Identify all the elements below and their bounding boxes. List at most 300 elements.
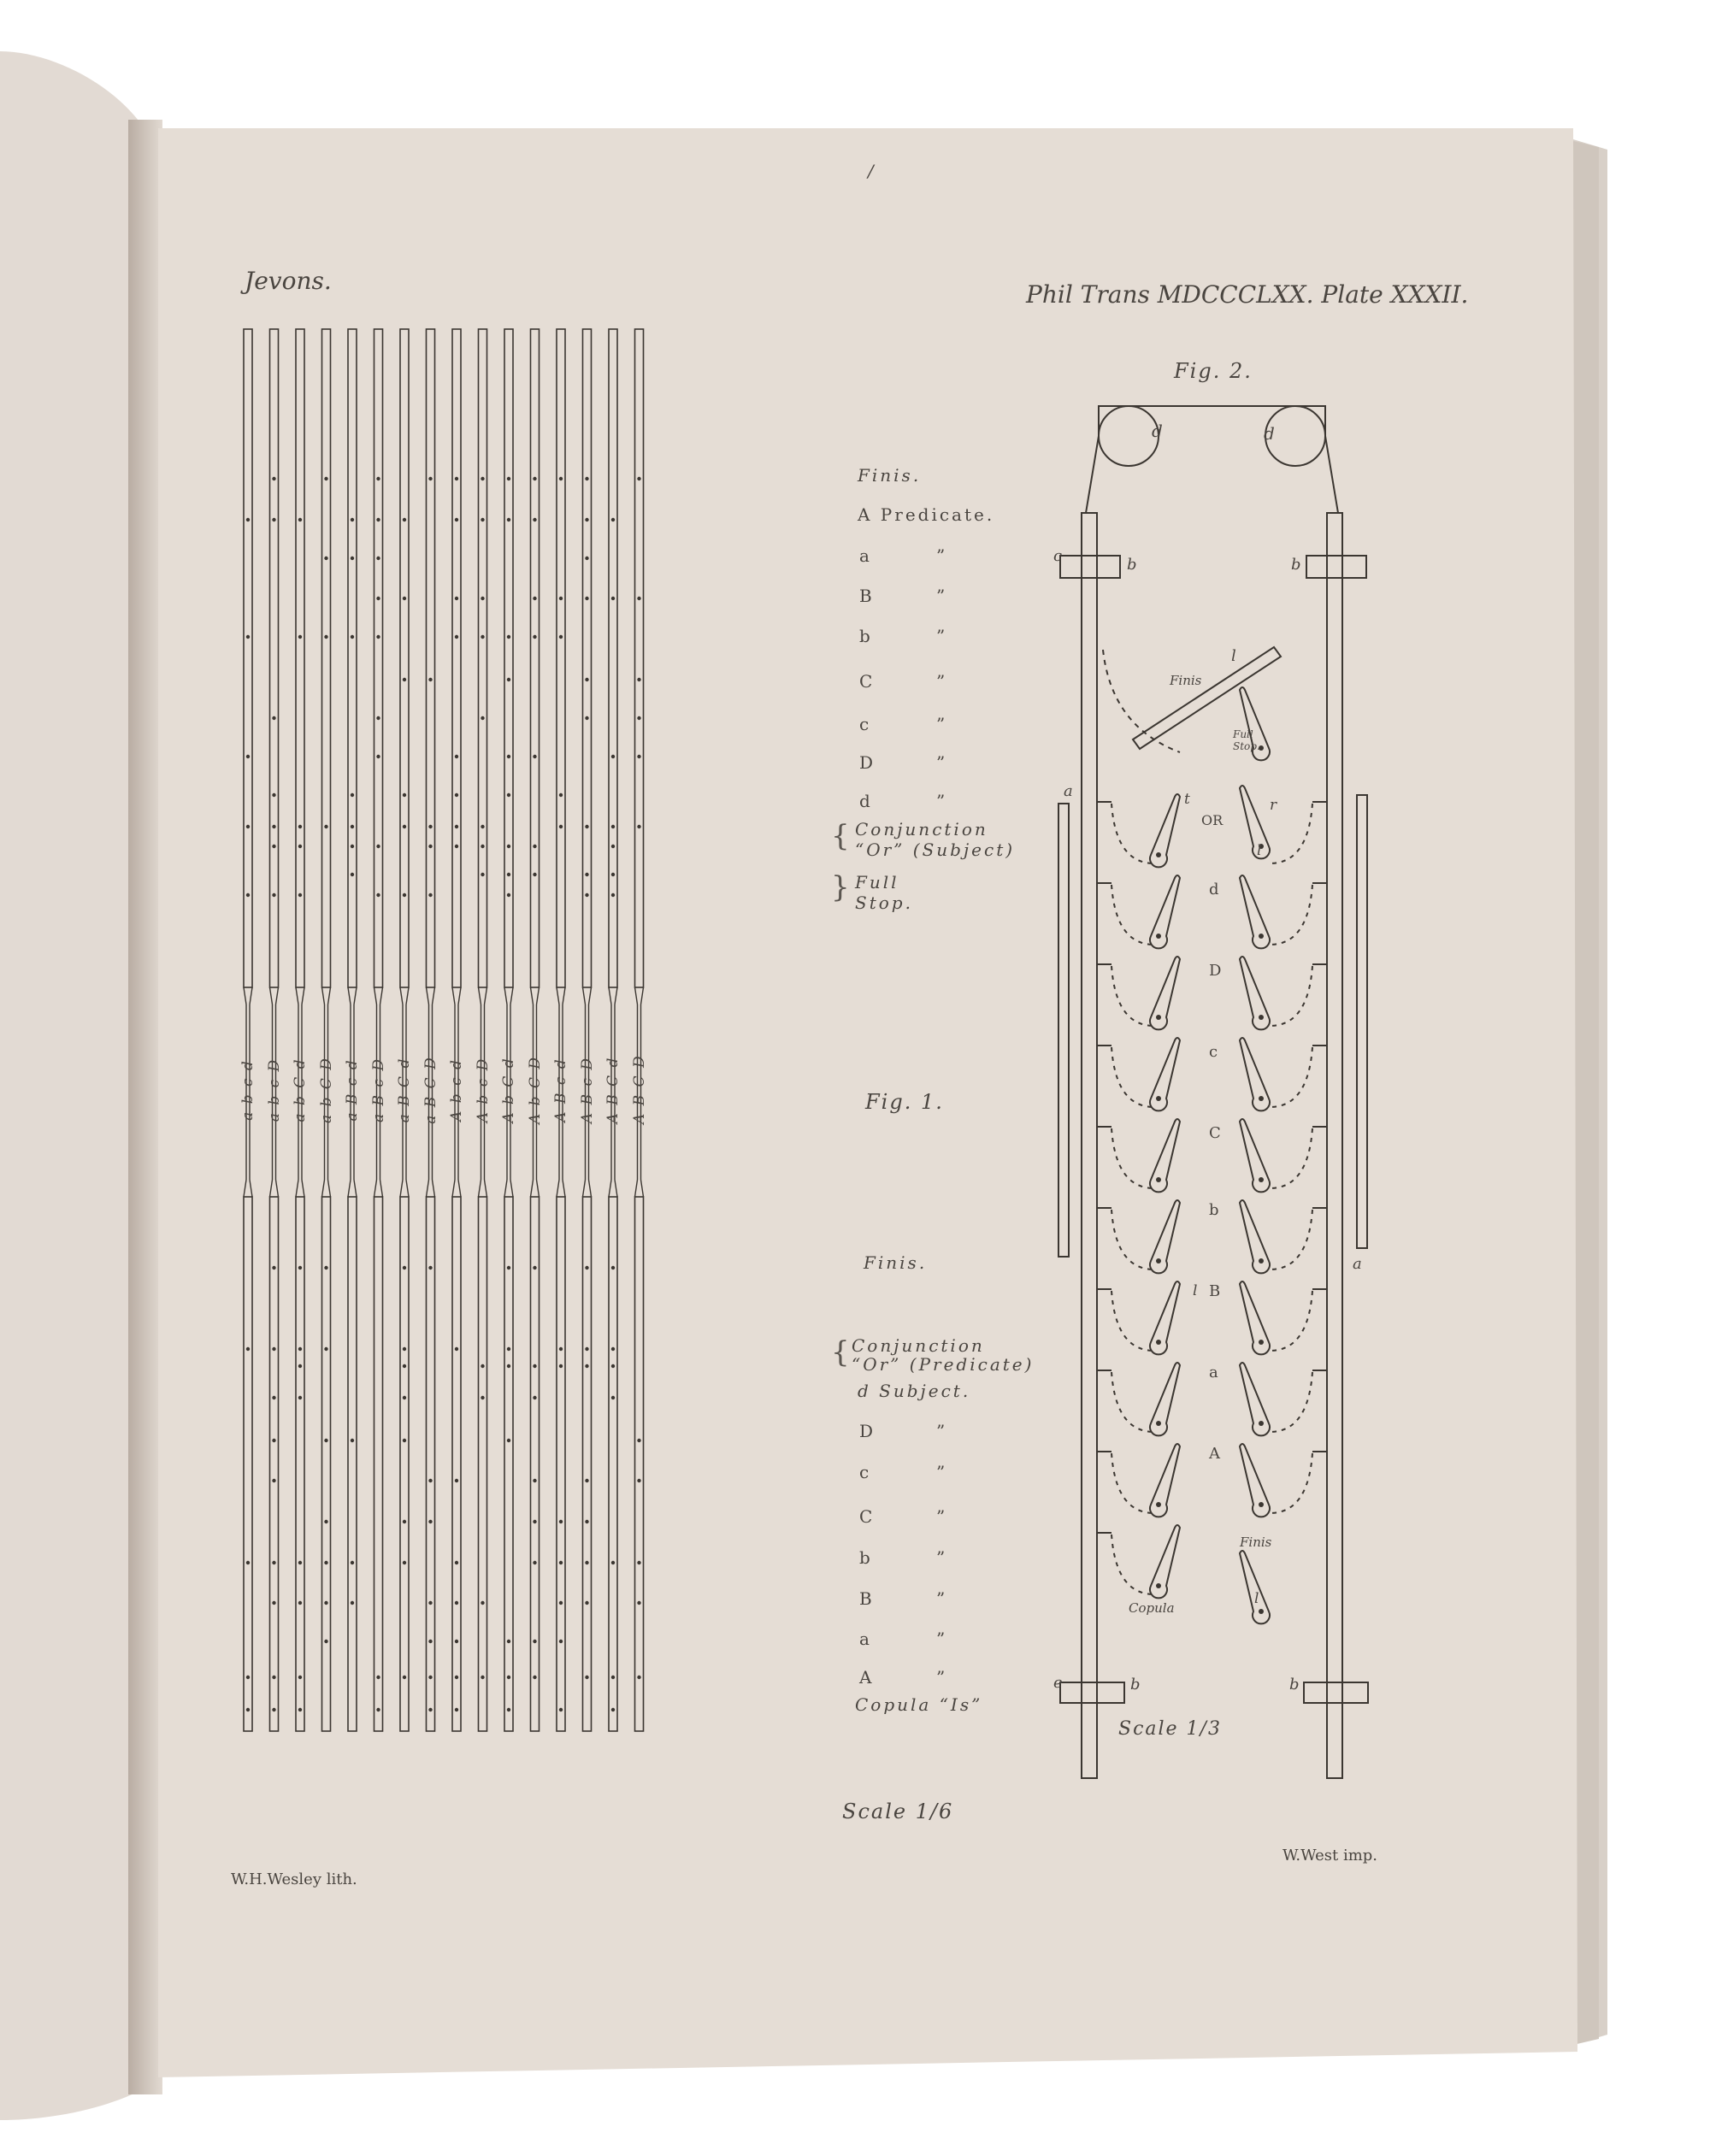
fig1-row-label: B (859, 1588, 872, 1609)
pin-hole (481, 1364, 484, 1368)
pin-hole (637, 1676, 640, 1679)
pin-hole (428, 477, 432, 480)
pin-hole (533, 597, 536, 600)
pin-hole (324, 1347, 327, 1351)
lever-label-l-finis: l (1231, 647, 1236, 665)
ditto-mark: ” (936, 1547, 946, 1568)
ditto-mark: ” (936, 791, 946, 811)
pin-hole (376, 845, 380, 848)
pin-hole (246, 1561, 250, 1564)
pin-hole (533, 1520, 536, 1523)
ditto-mark: ” (936, 626, 946, 646)
pin-hole (611, 845, 615, 848)
pin-hole (428, 1601, 432, 1605)
pin-hole (298, 1364, 302, 1368)
rod-label: a B C d (396, 1057, 413, 1123)
fig2-row-letter: C (1209, 1124, 1221, 1142)
fig1-row-label: b (859, 626, 870, 646)
fig1-row-label: b (859, 1547, 870, 1568)
pin-hole (298, 1601, 302, 1605)
pin-hole (611, 518, 615, 521)
pin-hole (246, 1347, 250, 1351)
pin-hole (637, 1561, 640, 1564)
footer-lithographer: W.H.Wesley lith. (231, 1870, 357, 1888)
ditto-mark: ” (936, 714, 946, 734)
pin-hole (403, 678, 406, 681)
pin-hole (298, 1347, 302, 1351)
pin-hole (611, 1364, 615, 1368)
block-label-b-bottom-left: b (1130, 1676, 1141, 1694)
pin-hole (376, 893, 380, 897)
pin-hole (533, 477, 536, 480)
pin-hole (507, 1364, 510, 1368)
pin-hole (559, 635, 563, 639)
lever-label-l-b: l (1193, 1282, 1198, 1299)
pin-hole (351, 1561, 354, 1564)
pin-hole (351, 825, 354, 828)
pin-hole (533, 518, 536, 521)
pin-hole (455, 518, 458, 521)
pin-hole (428, 678, 432, 681)
pin-hole (507, 893, 510, 897)
pin-hole (507, 1676, 510, 1679)
pin-hole (324, 1439, 327, 1442)
side-bar-label-a-left: a (1064, 782, 1073, 800)
pin-hole (351, 557, 354, 560)
fig1-label-d-subject: d Subject. (858, 1381, 971, 1401)
pin-hole (428, 1520, 432, 1523)
pin-hole (376, 518, 380, 521)
pin-hole (611, 873, 615, 876)
pulley-label-right: d (1264, 423, 1275, 444)
pin-hole (272, 1601, 275, 1605)
pin-hole (533, 1676, 536, 1679)
pin-hole (324, 1601, 327, 1605)
fig2-finis-bottom: Finis (1240, 1535, 1272, 1550)
block-label-b-right: b (1291, 556, 1301, 574)
pin-hole (272, 1561, 275, 1564)
pin-hole (351, 873, 354, 876)
pin-hole (428, 893, 432, 897)
pin-hole (246, 893, 250, 897)
block-label-b-bottom-right: b (1289, 1676, 1300, 1694)
pin-hole (559, 825, 563, 828)
pin-hole (351, 635, 354, 639)
fig2-row-letter: b (1209, 1201, 1219, 1219)
pin-hole (272, 1347, 275, 1351)
ditto-mark: ” (936, 1588, 946, 1609)
pin-hole (611, 1347, 615, 1351)
pin-hole (533, 873, 536, 876)
pin-hole (559, 597, 563, 600)
pin-hole (376, 1708, 380, 1711)
pin-hole (611, 1396, 615, 1399)
pin-hole (428, 1479, 432, 1482)
pin-hole (403, 518, 406, 521)
fig1-row-label: C (859, 671, 873, 692)
pin-hole (324, 1561, 327, 1564)
pin-hole (481, 597, 484, 600)
ditto-mark: ” (936, 586, 946, 606)
pin-hole (585, 1479, 588, 1482)
pin-hole (351, 1439, 354, 1442)
pin-hole (376, 635, 380, 639)
rod-label: A b C D (526, 1055, 544, 1124)
pin-hole (403, 597, 406, 600)
pin-hole (403, 793, 406, 797)
pin-hole (324, 1266, 327, 1269)
pin-hole (507, 678, 510, 681)
pin-hole (611, 1676, 615, 1679)
full-stop-2: Stop. (855, 892, 913, 913)
pin-hole (507, 873, 510, 876)
pin-hole (455, 597, 458, 600)
pin-hole (455, 635, 458, 639)
gutter-shadow (128, 120, 162, 2094)
pin-hole (559, 1561, 563, 1564)
pin-hole (637, 716, 640, 720)
fig1-row-label: D (859, 1421, 874, 1441)
pin-hole (455, 1708, 458, 1711)
pin-hole (403, 1396, 406, 1399)
pin-hole (298, 845, 302, 848)
fig2-row-letter: A (1209, 1445, 1220, 1463)
pin-hole (324, 557, 327, 560)
pin-hole (481, 477, 484, 480)
lever-label-l-bottom: l (1254, 1590, 1259, 1607)
pin-hole (428, 1708, 432, 1711)
fig1-bottom-finis: Finis. (864, 1252, 928, 1273)
lever-label-l-right: l (1257, 842, 1262, 859)
fig2-full-stop-1: Full (1233, 728, 1253, 740)
pin-hole (585, 1561, 588, 1564)
pin-hole (298, 1676, 302, 1679)
pin-hole (272, 1676, 275, 1679)
rod-label: A B C d (604, 1056, 622, 1124)
pin-hole (585, 873, 588, 876)
pin-hole (611, 1266, 615, 1269)
pin-hole (298, 825, 302, 828)
pin-hole (324, 1520, 327, 1523)
pin-hole (376, 1676, 380, 1679)
conjunction-predicate-2: “Or” (Predicate) (852, 1354, 1035, 1375)
header-plate: Phil Trans MDCCCLXX. Plate XXXII. (1026, 280, 1469, 309)
pin-hole (428, 1640, 432, 1643)
fig1-row-label: a (859, 545, 870, 566)
pin-hole (272, 518, 275, 521)
pin-hole (637, 1479, 640, 1482)
pin-hole (376, 477, 380, 480)
pin-hole (637, 1601, 640, 1605)
fig1-copula: Copula “Is” (855, 1694, 983, 1715)
pin-hole (637, 1439, 640, 1442)
pin-hole (272, 793, 275, 797)
fig1-row-label: C (859, 1506, 873, 1527)
pin-hole (533, 1266, 536, 1269)
pin-hole (559, 1364, 563, 1368)
pin-hole (376, 557, 380, 560)
conjunction-subject-1: Conjunction (855, 819, 988, 839)
pin-hole (298, 1266, 302, 1269)
left-page (0, 51, 150, 2120)
pin-hole (272, 893, 275, 897)
fig2-scale: Scale 1/3 (1118, 1718, 1222, 1740)
pin-hole (403, 1266, 406, 1269)
pin-hole (585, 1347, 588, 1351)
pin-hole (507, 1640, 510, 1643)
pin-hole (351, 845, 354, 848)
pin-hole (246, 1676, 250, 1679)
pin-hole (507, 1708, 510, 1711)
rod-label: a b C D (317, 1057, 335, 1123)
pin-hole (533, 1396, 536, 1399)
pin-hole (455, 845, 458, 848)
pin-hole (585, 1520, 588, 1523)
ditto-mark: ” (936, 1462, 946, 1482)
pin-hole (559, 1520, 563, 1523)
pin-hole (507, 635, 510, 639)
fig1-row-label: D (859, 752, 874, 773)
rod-label: A b C d (500, 1057, 517, 1123)
pin-hole (351, 793, 354, 797)
fig1-row-label: c (859, 714, 870, 734)
ditto-mark: ” (936, 545, 946, 566)
fig1-label-a-predicate: A Predicate. (858, 504, 995, 525)
ditto-mark: ” (936, 752, 946, 773)
fig2-row-letter: B (1209, 1282, 1221, 1300)
pin-hole (428, 825, 432, 828)
pin-hole (533, 845, 536, 848)
pin-hole (637, 678, 640, 681)
rod-label: a B c d (344, 1058, 361, 1122)
pin-hole (403, 1364, 406, 1368)
pin-hole (455, 477, 458, 480)
fig2-copula: Copula (1129, 1600, 1175, 1616)
pin-hole (481, 1396, 484, 1399)
pin-hole (403, 1676, 406, 1679)
pin-hole (428, 1676, 432, 1679)
pin-hole (455, 1347, 458, 1351)
pin-hole (533, 1561, 536, 1564)
pin-hole (324, 635, 327, 639)
pin-hole (585, 678, 588, 681)
pin-hole (298, 893, 302, 897)
pin-hole (533, 1479, 536, 1482)
pin-hole (298, 1561, 302, 1564)
rod-label: A b c D (474, 1057, 492, 1123)
stray-mark: / (868, 161, 874, 181)
pin-hole (351, 1601, 354, 1605)
fig1-scale: Scale 1/6 (842, 1800, 954, 1823)
pin-hole (611, 825, 615, 828)
fig1-label-finis: Finis. (858, 465, 922, 486)
pin-hole (272, 1266, 275, 1269)
pin-hole (272, 1708, 275, 1711)
header-author: Jevons. (245, 267, 332, 295)
pin-hole (585, 893, 588, 897)
ditto-mark: ” (936, 671, 946, 692)
pin-hole (559, 1347, 563, 1351)
pin-hole (533, 755, 536, 758)
pin-hole (272, 477, 275, 480)
ditto-mark: ” (936, 1421, 946, 1441)
pin-hole (455, 793, 458, 797)
fig2-row-letter: D (1209, 962, 1222, 980)
pin-hole (246, 635, 250, 639)
pin-hole (637, 825, 640, 828)
pin-hole (585, 477, 588, 480)
fig2-row-letter: d (1209, 881, 1219, 898)
pin-hole (376, 597, 380, 600)
rod-label: a b c D (265, 1057, 283, 1122)
pin-hole (272, 1439, 275, 1442)
pin-hole (637, 477, 640, 480)
pin-hole (324, 825, 327, 828)
pulley-label-left: d (1152, 421, 1163, 441)
pin-hole (585, 716, 588, 720)
pin-hole (507, 477, 510, 480)
pin-hole (403, 825, 406, 828)
fig1-row-label: a (859, 1629, 870, 1649)
pin-hole (507, 845, 510, 848)
pin-hole (611, 1561, 615, 1564)
pin-hole (637, 755, 640, 758)
fig1-row-label: A (859, 1667, 872, 1688)
pin-hole (298, 1396, 302, 1399)
pin-hole (246, 1708, 250, 1711)
pin-hole (403, 1561, 406, 1564)
side-bar-label-a-right: a (1353, 1255, 1362, 1273)
pin-hole (507, 755, 510, 758)
bracket-predicate: { (831, 1335, 850, 1370)
pin-hole (533, 1640, 536, 1643)
pin-hole (481, 518, 484, 521)
pin-hole (272, 1479, 275, 1482)
pin-hole (585, 1266, 588, 1269)
pin-hole (611, 597, 615, 600)
pin-hole (272, 825, 275, 828)
conjunction-predicate-1: Conjunction (852, 1335, 985, 1356)
pin-hole (455, 1676, 458, 1679)
rod-label: A B c d (552, 1057, 569, 1122)
fig1-row-label: c (859, 1462, 870, 1482)
pin-hole (298, 518, 302, 521)
pin-hole (298, 1708, 302, 1711)
rod-label: a b C d (292, 1057, 309, 1122)
pin-hole (611, 755, 615, 758)
footer-printer: W.West imp. (1282, 1847, 1378, 1864)
pin-hole (611, 1708, 615, 1711)
rod-label: A B c D (578, 1056, 596, 1124)
pin-hole (585, 518, 588, 521)
pin-hole (272, 716, 275, 720)
pin-hole (507, 1347, 510, 1351)
pin-hole (455, 1479, 458, 1482)
pin-hole (559, 477, 563, 480)
pin-hole (403, 893, 406, 897)
pin-hole (585, 557, 588, 560)
pin-hole (481, 845, 484, 848)
pin-hole (246, 518, 250, 521)
pin-hole (481, 1601, 484, 1605)
pin-hole (246, 825, 250, 828)
fig1-row-label: d (859, 791, 870, 811)
pin-hole (455, 1640, 458, 1643)
pin-hole (428, 1266, 432, 1269)
pin-hole (559, 1640, 563, 1643)
pin-hole (455, 1601, 458, 1605)
pin-hole (428, 845, 432, 848)
fig2-caption: Fig. 2. (1174, 359, 1253, 383)
pin-hole (533, 1364, 536, 1368)
pin-hole (403, 1347, 406, 1351)
pin-hole (272, 1396, 275, 1399)
pin-hole (585, 1364, 588, 1368)
pin-hole (272, 845, 275, 848)
pin-hole (559, 793, 563, 797)
pin-hole (507, 793, 510, 797)
pin-hole (298, 635, 302, 639)
pin-hole (455, 825, 458, 828)
ditto-mark: ” (936, 1506, 946, 1527)
pin-hole (507, 518, 510, 521)
pin-hole (533, 635, 536, 639)
pin-hole (585, 597, 588, 600)
pin-hole (324, 1640, 327, 1643)
pin-hole (507, 1439, 510, 1442)
pin-hole (403, 1520, 406, 1523)
rod-label: A b c d (448, 1058, 465, 1122)
block-label-b-left: b (1127, 556, 1137, 574)
pin-hole (585, 1601, 588, 1605)
rod-label: a B C D (422, 1056, 439, 1124)
lever-label-r: r (1270, 797, 1277, 814)
rod-label: A B C D (630, 1054, 648, 1124)
pin-hole (507, 1266, 510, 1269)
rod-label: a b c d (239, 1059, 256, 1121)
pin-hole (585, 1676, 588, 1679)
pin-hole (376, 716, 380, 720)
fig2-full-stop-2: Stop. (1233, 740, 1260, 752)
pin-hole (481, 825, 484, 828)
bracket-full-stop: } (831, 870, 850, 904)
pin-hole (559, 1601, 563, 1605)
fig2-row-letter: OR (1201, 812, 1224, 828)
pin-hole (376, 755, 380, 758)
pin-hole (481, 716, 484, 720)
pin-hole (481, 635, 484, 639)
ditto-mark: ” (936, 1629, 946, 1649)
fig2-row-letter: a (1209, 1364, 1218, 1381)
rod-label: a B c D (369, 1057, 387, 1122)
full-stop-1: Full (855, 872, 899, 892)
lever-label-t: t (1184, 791, 1190, 808)
pin-hole (585, 825, 588, 828)
ditto-mark: ” (936, 1667, 946, 1688)
pin-hole (455, 1561, 458, 1564)
bracket-subject: { (831, 819, 850, 853)
pin-hole (611, 893, 615, 897)
block-label-c: c (1053, 547, 1063, 565)
pin-hole (351, 518, 354, 521)
fig1-caption: Fig. 1. (865, 1090, 944, 1114)
pin-hole (637, 597, 640, 600)
pin-hole (324, 477, 327, 480)
pin-hole (481, 873, 484, 876)
fig2-finis-top: Finis (1170, 673, 1202, 688)
pin-hole (455, 755, 458, 758)
block-label-e: e (1053, 1674, 1063, 1692)
